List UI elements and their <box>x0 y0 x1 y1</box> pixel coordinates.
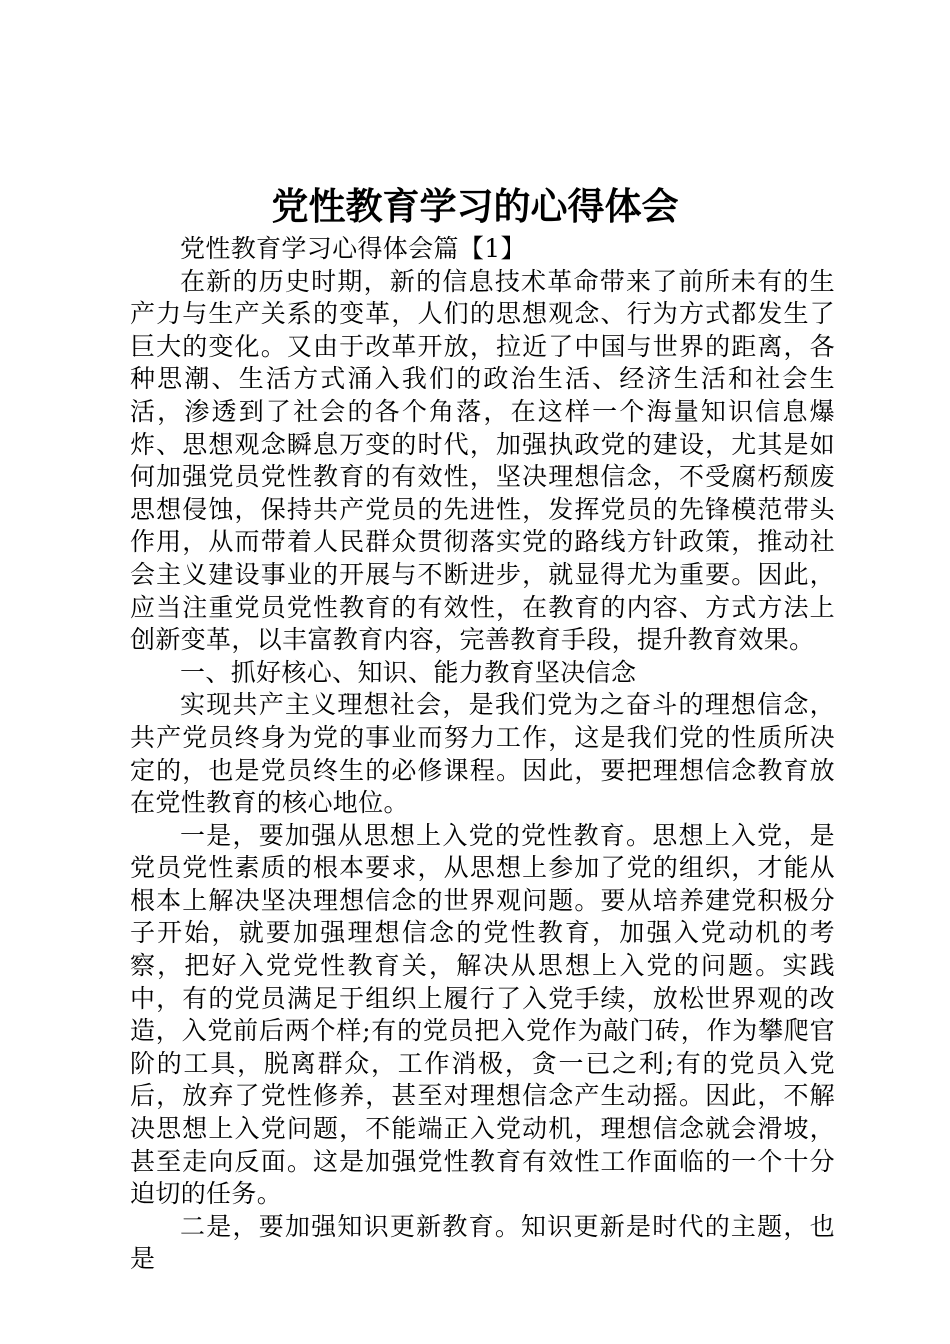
document-title: 党性教育学习的心得体会 <box>271 184 679 228</box>
section-heading: 党性教育学习心得体会篇【1】 <box>180 234 526 263</box>
paragraph: 在新的历史时期，新的信息技术革命带来了前所未有的生产力与生产关系的变革，人们的思想观念、行为方式都发生了巨大的变化。又由于改革开放，拉近了中国与世界的距离，各种思潮、生活方式涌入我们的政治生活、经济生活和社会生活，渗透到了社会的各个角落，在这样一个海量知识信息爆炸、思想观念瞬息万变的时代，加强执政党的建设，尤其是如何加强党员党性教育的有效性，坚决理想信念，不受腐朽颓废思想侵蚀，保持共产党员的先进性，发挥党员的先锋模范带头作用，从而带着人民群众贯彻落实党的路线方针政策，推动社会主义建设事业的开展与不断进步，就显得尤为重要。因此，应当注重党员党性教育的有效性，在教育的内容、方式方法上创新变革，以丰富教育内容，完善教育手段，提升教育效果。 <box>130 266 835 655</box>
paragraph: 一是，要加强从思想上入党的党性教育。思想上入党，是党员党性素质的根本要求，从思想上参加了党的组织，才能从根本上解决坚决理想信念的世界观问题。要从培养建党积极分子开始，就要加强理想信念的党性教育，加强入党动机的考察，把好入党党性教育关，解决从思想上入党的问题。实践中，有的党员满足于组织上履行了入党手续，放松世界观的改造，入党前后两个样;有的党员把入党作为敲门砖，作为攀爬官阶的工具，脱离群众，工作消极，贪一已之利;有的党员入党后，放弃了党性修养，甚至对理想信念产生动摇。因此，不解决思想上入党问题，不能端正入党动机，理想信念就会滑坡，甚至走向反面。这是加强党性教育有效性工作面临的一个十分迫切的任务。 <box>130 820 835 1209</box>
paragraph: 实现共产主义理想社会，是我们党为之奋斗的理想信念，共产党员终身为党的事业而努力工作，这是我们党的性质所决定的，也是党员终生的必修课程。因此，要把理想信念教育放在党性教育的核心地位。 <box>130 690 835 818</box>
document-body <box>130 233 835 1276</box>
paragraph: 二是，要加强知识更新教育。知识更新是时代的主题，也是 <box>130 1211 835 1274</box>
section-heading: 一、抓好核心、知识、能力教育坚决信念 <box>180 657 637 687</box>
